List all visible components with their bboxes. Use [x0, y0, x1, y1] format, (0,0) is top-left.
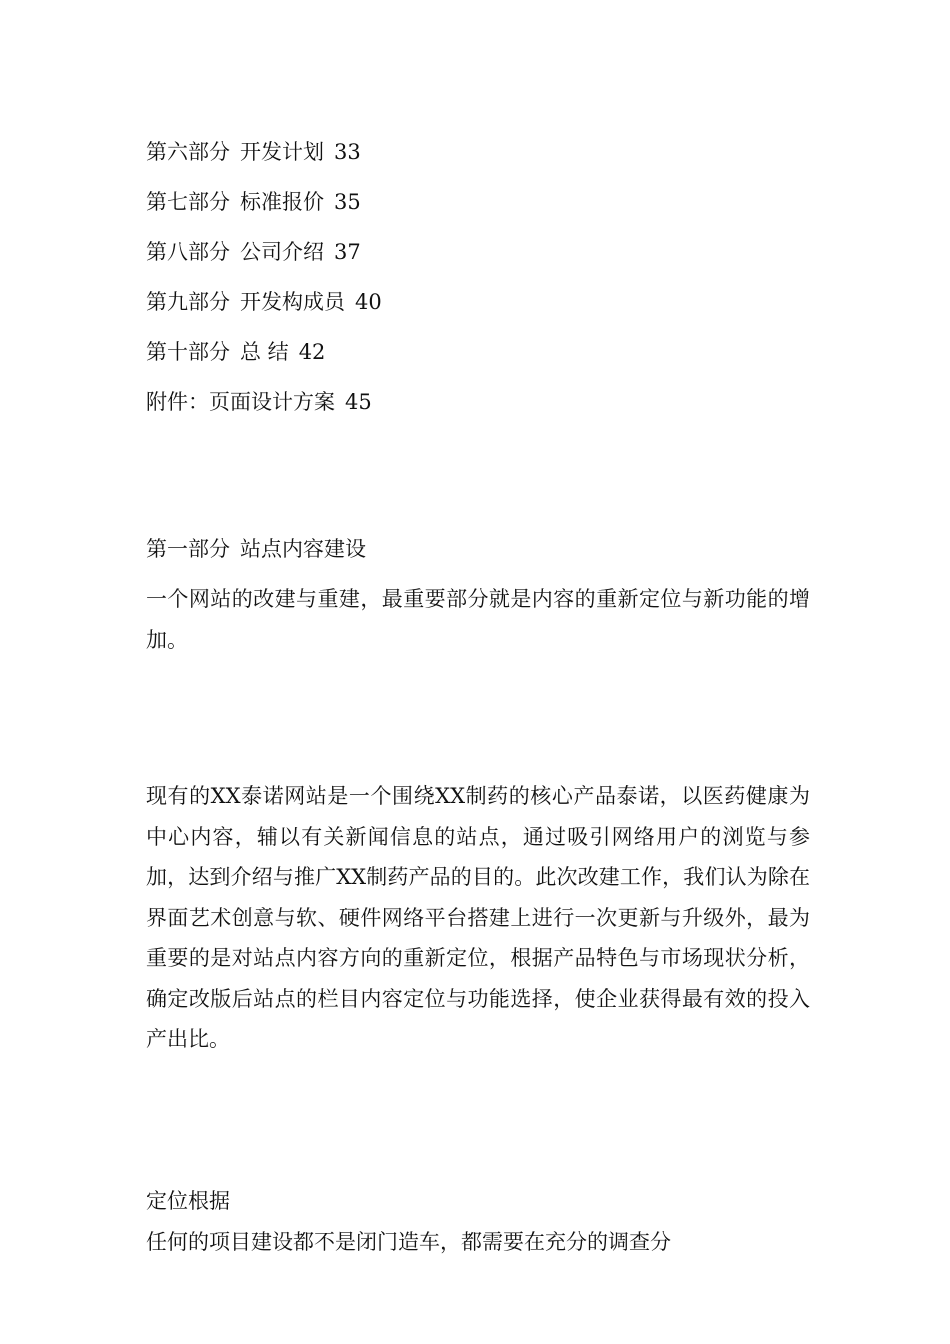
toc-entry-page: 35: [334, 190, 361, 214]
document-page: [146, 0, 810, 1344]
toc-entry: [146, 385, 810, 435]
table-of-contents: [146, 135, 810, 435]
toc-entry-page: 33: [334, 140, 361, 164]
toc-entry-title: 开发构成员: [240, 290, 345, 314]
toc-entry-title: 开发计划: [240, 140, 324, 164]
intro-paragraph: [146, 579, 810, 661]
toc-entry-title: 公司介绍: [240, 240, 324, 264]
section-title: 站点内容建设: [240, 537, 366, 561]
toc-entry-label: 第九部分: [146, 290, 230, 314]
section-heading: [146, 532, 366, 566]
toc-entry: [146, 185, 810, 235]
toc-entry-label: 第八部分: [146, 240, 230, 264]
toc-entry-page: 40: [355, 290, 382, 314]
basis-paragraph: [146, 1181, 810, 1263]
toc-entry-page: 45: [345, 390, 372, 414]
body-paragraph: [146, 776, 810, 1060]
basis-text: 任何的项目建设都不是闭门造车，都需要在充分的调查分: [146, 1230, 671, 1254]
toc-entry-label: 第十部分: [146, 340, 230, 364]
section-label: 第一部分: [146, 537, 230, 561]
toc-entry-page: 37: [334, 240, 361, 264]
toc-entry: [146, 235, 810, 285]
basis-label: 定位根据: [146, 1189, 230, 1213]
toc-entry-page: 42: [298, 340, 326, 364]
body-text: 现有的XX泰诺网站是一个围绕XX制药的核心产品泰诺，以医药健康为中心内容，辅以有关新闻信息的站点，通过吸引网络用户的浏览与参加，达到介绍与推广XX制药产品的目的。此次改建工作，我们认为除在界面艺术创意与软、硬件网络平台搭建上进行一次更新与升级外，最为重要的是对站点内容方向的重新定位，根据产品特色与市场现状分析，确定改版后站点的栏目内容定位与功能选择，使企业获得最有效的投入产出比。: [146, 784, 810, 1051]
toc-entry-label: 附件：: [146, 390, 209, 414]
toc-entry-title: 总 结: [240, 340, 289, 364]
toc-entry-title: 标准报价: [240, 190, 324, 214]
toc-entry: [146, 135, 810, 185]
toc-entry-label: 第七部分: [146, 190, 230, 214]
toc-entry: [146, 285, 810, 335]
toc-entry-title: 页面设计方案: [209, 390, 335, 414]
intro-text: 一个网站的改建与重建，最重要部分就是内容的重新定位与新功能的增加。: [146, 587, 810, 652]
toc-entry-label: 第六部分: [146, 140, 230, 164]
toc-entry: [146, 335, 810, 385]
